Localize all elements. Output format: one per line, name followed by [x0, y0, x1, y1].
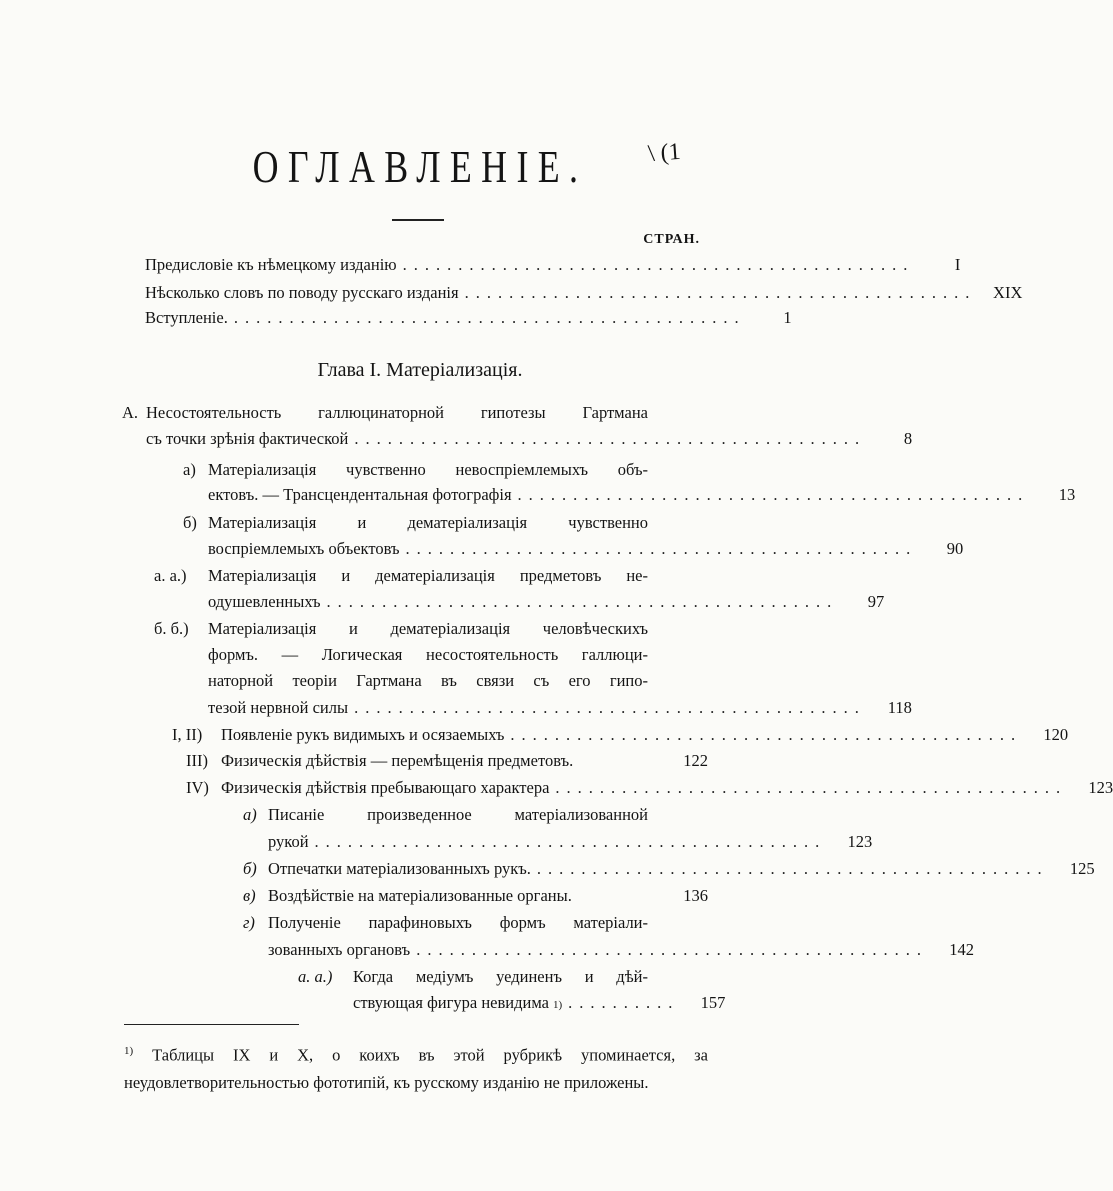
page-number: 142 — [949, 940, 974, 959]
entry-title: Нѣсколько словъ по поводу русскаго изданія — [145, 283, 459, 302]
entry-a-line1: Несостоятельность галлюцинаторной гипотезы Гартмана — [146, 403, 648, 422]
leader-dots: .............................................. — [536, 859, 1049, 878]
page-number: 123 — [1088, 778, 1113, 797]
page-number: 157 — [700, 993, 726, 1012]
leader-dots: .............................................. — [517, 485, 1030, 504]
leader-dots: .............................................. — [464, 283, 977, 302]
footnote-ref[interactable]: 1) — [552, 999, 563, 1011]
entry-title: Отпечатки матеріализованныхъ рукъ. — [268, 859, 531, 878]
label-a1: а) — [183, 460, 196, 479]
footnote — [124, 1038, 708, 1096]
entry-a1-line1: Матеріализація чувственно невоспріемлемыхъ объ- — [208, 460, 648, 479]
entry-t1-line1: Когда медіумъ уединенъ и дѣй- — [353, 967, 648, 986]
leader-dots: .............................................. — [510, 725, 1023, 744]
label-aa: а. а.) — [154, 566, 187, 585]
page-number: 122 — [683, 751, 708, 770]
entry-title: воспріемлемыхъ объектовъ — [208, 539, 400, 558]
entry-title: тезой нервной силы — [208, 698, 349, 717]
page-number: 123 — [847, 832, 873, 851]
entry-s1-line1: Писаніе произведенное матеріализованной — [268, 805, 648, 824]
toc-entry-s1[interactable] — [268, 831, 873, 853]
entry-title: Вступленіе. — [145, 308, 228, 327]
leader-dots: .............................................. — [354, 698, 866, 717]
chapter-heading: Глава I. Матеріализація. — [317, 359, 523, 381]
page-number: 136 — [683, 886, 708, 905]
leader-dots: .............................................. — [233, 308, 746, 327]
entry-bb-line3: наторной теоріи Гартмана въ связи съ его гипо- — [208, 671, 648, 690]
entry-bb-line2: формъ. — Логическая несостоятельность галлюци- — [208, 645, 648, 664]
toc-entry-aa[interactable] — [208, 591, 885, 613]
entry-title: Физическія дѣйствія — перемѣщенія предметовъ. — [221, 751, 574, 770]
leader-dots: .......... — [568, 993, 680, 1012]
page-number: I — [954, 255, 961, 274]
page-number: 118 — [887, 698, 912, 717]
entry-title: ствующая фигура невидима — [353, 993, 549, 1012]
leader-dots: .............................................. — [326, 592, 839, 611]
corner-mark: \ (1 — [647, 138, 682, 168]
leader-dots: .............................................. — [416, 940, 928, 959]
toc-entry-introduction[interactable] — [145, 307, 792, 329]
page-number: 125 — [1069, 859, 1095, 878]
toc-entry-s3[interactable] — [268, 885, 708, 907]
label-r4: IV) — [186, 778, 209, 797]
label-b: б) — [183, 513, 197, 532]
toc-entry-s2[interactable] — [268, 858, 1095, 880]
label-t1: а. а.) — [298, 967, 333, 986]
label-a: А. — [122, 403, 139, 422]
leader-dots: .............................................. — [354, 429, 867, 448]
label-s3: в) — [243, 886, 256, 905]
footnote-divider — [124, 1024, 299, 1025]
toc-entry-preface[interactable] — [145, 254, 961, 276]
entry-title: Физическія дѣйствія пребывающаго характера — [221, 778, 550, 797]
entry-title: зованныхъ органовъ — [268, 940, 411, 959]
label-r12: I, II) — [172, 725, 203, 744]
label-s1: а) — [243, 805, 257, 824]
toc-entry-b[interactable] — [208, 538, 964, 560]
label-s4: г) — [243, 913, 255, 932]
page-number: 8 — [903, 429, 913, 448]
entry-b-line1: Матеріализація и дематеріализація чувственно — [208, 513, 648, 532]
page-number: XIX — [993, 283, 1023, 302]
label-r3: III) — [186, 751, 208, 770]
entry-title: Воздѣйствіе на матеріализованные органы. — [268, 886, 572, 905]
entry-bb-line1: Матеріализація и дематеріализація человѣческихъ — [208, 619, 648, 638]
toc-entry-a1[interactable] — [208, 484, 1076, 506]
label-bb: б. б.) — [154, 619, 189, 638]
footnote-marker: 1) — [124, 1045, 134, 1057]
entry-title: Появленіе рукъ видимыхъ и осязаемыхъ — [221, 725, 505, 744]
toc-entry-russian-edition[interactable] — [145, 282, 1023, 304]
toc-entry-r4[interactable] — [221, 777, 1113, 799]
toc-entry-r12[interactable] — [221, 724, 1069, 746]
leader-dots: .............................................. — [402, 255, 915, 274]
page-title: ОГЛАВЛЕНІЕ. — [252, 141, 588, 192]
entry-title: Предисловіе къ нѣмецкому изданію — [145, 255, 397, 274]
toc-entry-a[interactable] — [146, 428, 913, 450]
toc-entry-bb[interactable] — [208, 697, 912, 719]
page-number: 13 — [1058, 485, 1076, 504]
page-number: 120 — [1043, 725, 1069, 744]
page-number: 97 — [867, 592, 885, 611]
toc-entry-t1[interactable] — [353, 992, 726, 1016]
page-column-header: СТРАН. — [643, 232, 700, 247]
label-s2: б) — [243, 859, 257, 878]
toc-entry-r3[interactable] — [221, 750, 708, 772]
leader-dots: .............................................. — [555, 778, 1068, 797]
leader-dots: .............................................. — [314, 832, 827, 851]
page-number: 90 — [946, 539, 964, 558]
entry-s4-line1: Полученіе парафиновыхъ формъ матеріали- — [268, 913, 648, 932]
title-divider — [392, 219, 444, 221]
entry-title: рукой — [268, 832, 309, 851]
entry-title: съ точки зрѣнія фактической — [146, 429, 349, 448]
page-number: 1 — [783, 308, 792, 327]
toc-entry-s4[interactable] — [268, 939, 974, 961]
entry-title: одушевленныхъ — [208, 592, 321, 611]
entry-aa-line1: Матеріализація и дематеріализація предметовъ не- — [208, 566, 648, 585]
footnote-text: Таблицы IX и X, о коихъ въ этой рубрикѣ упоминается, за неудовлетворительностью фототипій, къ русскому изданію не приложены. — [124, 1045, 708, 1092]
entry-title: ектовъ. — Трансцендентальная фотографія — [208, 485, 512, 504]
leader-dots: .............................................. — [405, 539, 918, 558]
